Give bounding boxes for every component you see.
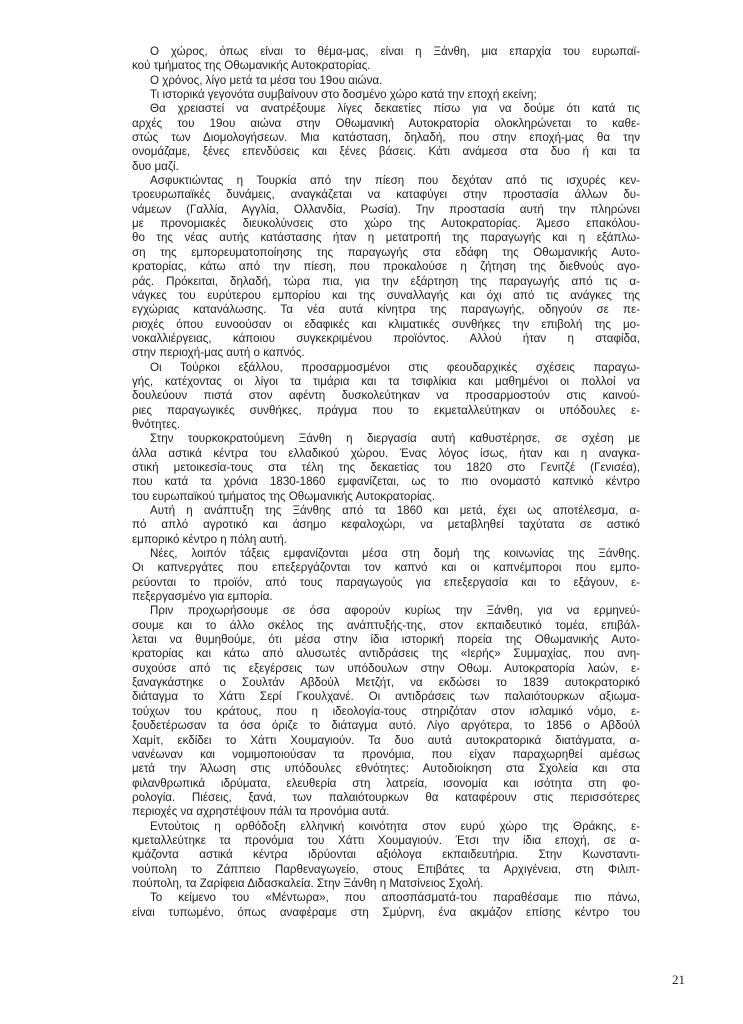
text-line: Πριν προχωρήσουμε σε όσα αφορούν κυρίως την Ξάνθη, για να ερμηνεύ- xyxy=(150,604,640,618)
text-line: του ευρωπαϊκού τμήματος της Οθωμανικής Αυτοκρατορίας. xyxy=(132,489,436,503)
text-line: νανέωναν και νομιμοποιούσαν τα προνόμια, που είχαν παραχωρηθεί αμέσως xyxy=(132,747,640,761)
text-line: στική μετοικεσία-τους στα τέλη της δεκαετίας του 1820 στο Γενιτζέ (Γενισέα), xyxy=(132,460,640,474)
text-line: Εντούτοις η ορθόδοξη ελληνική κοινότητα στον ευρύ χώρο της Θράκης, ε- xyxy=(150,819,640,833)
text-line: γής, κατέχοντας οι λίγοι τα τιμάρια και τα τσιφλίκια και μαθημένοι οι πολλοί να xyxy=(132,374,640,388)
text-line: κρατορίας, κάτω από την πίεση, που προκαλούσε η ζήτηση της διεθνούς αγο- xyxy=(132,260,640,274)
text-line: περιοχές να αχρηστέψουν πάλι τα προνόμια αυτά. xyxy=(132,805,390,819)
text-line: νούπολη το Ζάππειο Παρθεναγωγείο, στους Επιβάτες τα Αρχιγένεια, στη Φιλιπ- xyxy=(132,862,640,876)
text-line: συχούσε από τις εξεγέρσεις των υπόδουλων στην Οθωμ. Αυτοκρατορία λαών, ε- xyxy=(132,661,640,675)
text-line: κμάζοντα αστικά κέντρα ιδρύονται αξιόλογα εκπαιδευτήρια. Στην Κωνσταντι- xyxy=(132,848,640,862)
text-line: ριοχές όπου ευνοούσαν οι εδαφικές και κλιματικές συνθήκες την επιβολή της μο- xyxy=(132,317,640,331)
body-text xyxy=(132,45,640,920)
text-line: Οι καπνεργάτες που επεξεργάζονται τον καπνό και οι καπνέμποροι που εμπο- xyxy=(132,561,640,575)
text-line: είναι τυπωμένο, όπως αναφέραμε στη Σμύρνη, ένα ακμάζον επίσης κέντρο του xyxy=(132,905,640,919)
text-line: διάταγμα το Χάττι Σερί Γκουλχανέ. Οι αντιδράσεις των παλαιότουρκων αξιωμα- xyxy=(132,690,640,704)
text-line: κρατορίας και κάτω από αλυσωτές αντιδράσεις της «Ιερής» Συμμαχίας, που ανη- xyxy=(132,647,640,661)
text-line: Ο χώρος, όπως είναι το θέμα-μας, είναι η Ξάνθη, μια επαρχία του ευρωπαϊ- xyxy=(150,45,640,58)
text-line: ράς. Πρόκειται, δηλαδή, τώρα πια, για την εξάρτηση της παραγωγής από τις α- xyxy=(132,274,640,288)
text-line: Αυτή η ανάπτυξη της Ξάνθης από τα 1860 και μετά, έχει ως αποτέλεσμα, α- xyxy=(150,504,640,517)
text-line: σουμε και το άλλο σκέλος της ανάπτυξής-της, στον εκπαιδευτικό τομέα, επιβάλ- xyxy=(132,618,640,632)
text-line: Θα χρειαστεί να ανατρέξουμε λίγες δεκαετίες πίσω για να δούμε ότι κατά τις xyxy=(150,102,640,116)
text-line: νοκαλλιέργειας, κάποιου συγκεκριμένου προϊόντος. Αλλού ήταν η σταφίδα, xyxy=(132,331,640,345)
text-line: εμπορικό κέντρο η πόλη αυτή. xyxy=(132,532,287,546)
text-line: Νέες, λοιπόν τάξεις εμφανίζονται μέσα στη δομή της κοινωνίας της Ξάνθης. xyxy=(150,547,640,561)
text-line: νάγκες του ευρύτερου εμπορίου και της συναλλαγής και όχι από τις ανάγκες της xyxy=(132,288,640,302)
text-line: κμεταλλεύτηκε τα προνόμια του Χάττι Χουμαγιούν. Έτσι την ίδια εποχή, σε α- xyxy=(132,833,640,847)
text-line: Ο χρόνος, λίγο μετά τα μέσα του 19ου αιώνα. xyxy=(150,73,383,87)
text-line: Τι ιστορικά γεγονότα συμβαίνουν στο δοσμένο χώρο κατά την εποχή εκείνη; xyxy=(150,88,537,102)
text-line: πούπολη, τα Ζαρίφεια Διδασκαλεία. Στην Ξάνθη η Ματσίνειος Σχολή. xyxy=(132,876,484,890)
text-line: Το κείμενο του «Μέντωρα», που αποσπάσματά-του παραθέσαμε πιο πάνω, xyxy=(150,891,640,905)
text-line: τροευρωπαϊκές δυνάμεις, αναγκάζεται να καταφύγει στην προστασία άλλων δυ- xyxy=(132,188,640,202)
text-line: κού τμήματος της Οθωμανικής Αυτοκρατορίας. xyxy=(132,59,371,73)
text-line: με προνομιακές διευκολύνσεις στο χώρο της Αυτοκρατορίας. Άμεσο επακόλου- xyxy=(132,217,640,231)
text-line: δυο μαζί. xyxy=(132,159,179,173)
text-line: Ασφυκτιώντας η Τουρκία από την πίεση που δεχόταν από τις ισχυρές κεν- xyxy=(150,174,640,188)
text-line: θο της νέας αυτής κατάστασης ήταν η μετατροπή της παραγωγής και η εξάπλω- xyxy=(132,231,640,245)
text-line: στώς των Διομολογήσεων. Μια κατάσταση, δηλαδή, που στην εποχή-μας θα την xyxy=(132,131,640,145)
text-line: δουλεύουν πιστά στον αφέντη δυσκολεύτηκαν να προσαρμοστούν στις καινού- xyxy=(132,389,640,403)
text-line: νάμεων (Γαλλία, Αγγλία, Ολλανδία, Ρωσία). Την προστασία αυτή την πληρώνει xyxy=(132,202,640,216)
text-line: ξαναγκάστηκε ο Σουλτάν Αβδούλ Μετζήτ, να εκδώσει το 1839 αυτοκρατορικό xyxy=(132,676,640,690)
text-line: φιλανθρωπικά ιδρύματα, ελευθερία στη λατρεία, ισονομία και ισότητα στη φο- xyxy=(132,776,640,790)
text-line: εγχώριας κατανάλωσης. Τα νέα αυτά κίνητρα της παραγωγής, οδηγούν σε πε- xyxy=(132,303,640,317)
text-line: ρολογία. Πιέσεις, ξανά, των παλαιότουρκων θα καταφέρουν στις περισσότερες xyxy=(132,790,640,804)
text-line: ξουδετέρωσαν τα όσα όριζε το διάταγμα αυτό. Λίγο αργότερα, το 1856 ο Αβδούλ xyxy=(132,719,640,733)
text-line: ονομάζαμε, ξένες επενδύσεις και ξένες βάσεις. Κάτι ανάμεσα στα δυο ή και τα xyxy=(132,145,640,159)
text-line: Στην τουρκοκρατούμενη Ξάνθη η διεργασία αυτή καθυστέρησε, σε σχέση με xyxy=(150,432,640,446)
text-line: που κατά τα χρόνια 1830-1860 εμφανίζεται, ως το πιο ονομαστό καπνικό κέντρο xyxy=(132,475,640,489)
text-line: Χαμίτ, εκδίδει το Χάττι Χουμαγιούν. Τα δυο αυτά αυτοκρατορικά διατάγματα, α- xyxy=(132,733,640,747)
text-line: τούχων του κράτους, που η ιδεολογία-τους στηριζόταν στον ισλαμικό νόμο, ε- xyxy=(132,704,640,718)
text-line: ση της εμπορευματοποίησης της παραγωγής στα εδάφη της Οθωμανικής Αυτο- xyxy=(132,245,640,259)
text-line: λεται να θυμηθούμε, ότι μέσα στην ίδια ιστορική πορεία της Οθωμανικής Αυτο- xyxy=(132,633,640,647)
text-line: άλλα αστικά κέντρα του ελλαδικού χώρου. Ένας λόγος ίσως, ήταν και η αναγκα- xyxy=(132,446,640,460)
text-line: ρεύονται το προϊόν, από τους παραγωγούς για επεξεργασία και το εξάγουν, ε- xyxy=(132,575,640,589)
text-line: ριες παραγωγικές συνθήκες, πράγμα που το εκμεταλλεύτηκαν οι υπόδουλες ε- xyxy=(132,403,640,417)
text-line: πεξεργασμένο για εμπορία. xyxy=(132,590,273,604)
text-line: Οι Τούρκοι εξάλλου, προσαρμοσμένοι στις φεουδαρχικές σχέσεις παραγω- xyxy=(150,360,640,374)
text-line: πό απλό αγροτικό και άσημο κεφαλοχώρι, να μεταβληθεί ταχύτατα σε αστικό xyxy=(132,518,640,532)
text-line: στην περιοχή-μας αυτή ο καπνός. xyxy=(132,346,305,360)
text-line: θνότητες. xyxy=(132,417,181,431)
text-line: μετά την Άλωση στις υπόδουλες εθνότητες: Αυτοδιοίκηση στα Σχολεία και στα xyxy=(132,762,640,776)
page-number: 21 xyxy=(672,972,685,987)
text-line: αρχές του 19ου αιώνα στην Οθωμανική Αυτοκρατορία ολοκληρώνεται το καθε- xyxy=(132,116,640,130)
